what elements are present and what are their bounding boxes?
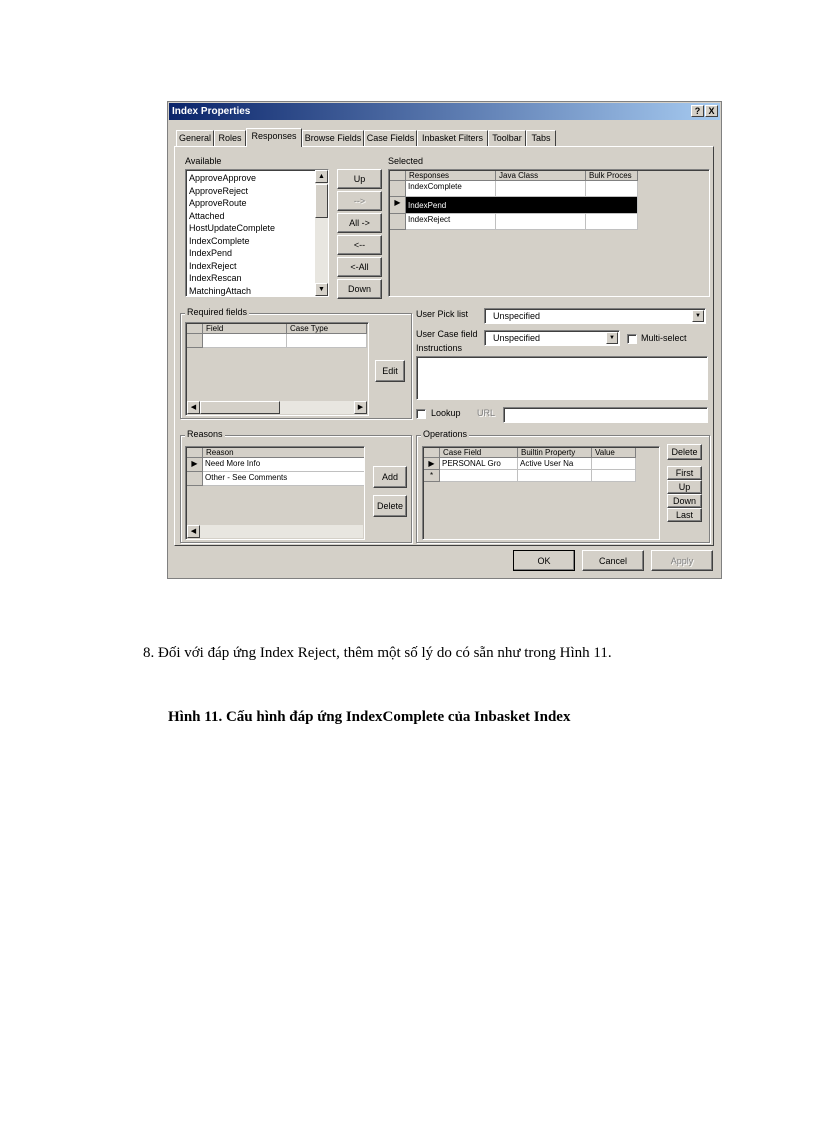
user-case-field-label: User Case field: [416, 329, 478, 339]
available-item[interactable]: ApproveApprove: [189, 173, 257, 183]
responses-tab-panel: [174, 146, 714, 546]
down-button[interactable]: Down: [337, 279, 382, 299]
operation-cell[interactable]: [592, 458, 636, 470]
available-item[interactable]: ApproveReject: [189, 185, 249, 196]
column-header[interactable]: Responses: [406, 171, 496, 181]
reason-cell[interactable]: Other - See Comments: [203, 472, 365, 486]
reason-delete-button[interactable]: Delete: [373, 495, 407, 517]
edit-button[interactable]: Edit: [375, 360, 405, 382]
remove-button[interactable]: <--: [337, 235, 382, 255]
row-selector[interactable]: [390, 214, 406, 230]
column-header[interactable]: Java Class: [496, 171, 586, 181]
available-item[interactable]: IndexComplete: [189, 235, 250, 246]
url-input[interactable]: [503, 407, 708, 423]
grid-corner: [390, 171, 406, 181]
available-item[interactable]: MatchingAttach: [189, 285, 252, 296]
multi-select-label: Multi-select: [641, 333, 687, 343]
available-listbox[interactable]: [185, 169, 329, 297]
grid-cell[interactable]: IndexComplete: [406, 181, 496, 197]
operations-group: [416, 429, 710, 543]
add-all-button[interactable]: All ->: [337, 213, 382, 233]
column-header[interactable]: Reason: [203, 448, 365, 458]
scroll-down-icon[interactable]: ▼: [315, 283, 328, 296]
grid-cell[interactable]: [586, 214, 638, 230]
grid-corner: [187, 324, 203, 334]
column-header[interactable]: Case Type: [287, 324, 367, 334]
grid-cell[interactable]: [586, 181, 638, 197]
instructions-textarea[interactable]: [416, 356, 708, 400]
index-properties-dialog: [167, 101, 722, 579]
cancel-button[interactable]: Cancel: [582, 550, 644, 571]
horizontal-scrollbar[interactable]: [187, 401, 367, 414]
tab-inbasket-filters[interactable]: Inbasket Filters: [417, 130, 488, 146]
grid-cell[interactable]: [287, 334, 367, 348]
instruction-paragraph: 8. Đối với đáp ứng Index Reject, thêm một số lý do có sẵn như trong Hình 11.: [143, 645, 612, 661]
tab-responses[interactable]: Responses: [246, 128, 302, 147]
up-button[interactable]: Up: [337, 169, 382, 189]
lookup-label: Lookup: [431, 408, 461, 418]
grid-cell[interactable]: [496, 181, 586, 197]
tab-general[interactable]: General: [176, 130, 214, 146]
grid-corner: [187, 448, 203, 458]
reason-add-button[interactable]: Add: [373, 466, 407, 488]
dropdown-arrow-icon[interactable]: ▼: [692, 310, 704, 322]
grid-cell-selected[interactable]: IndexPend: [406, 197, 638, 214]
column-header[interactable]: Case Field: [440, 448, 518, 458]
required-fields-grid[interactable]: [185, 322, 369, 416]
tab-tabs[interactable]: Tabs: [526, 130, 556, 146]
required-fields-label: Required fields: [187, 307, 248, 317]
scroll-thumb[interactable]: [200, 401, 280, 414]
user-case-field-value: Unspecified: [493, 333, 541, 343]
available-items: [187, 172, 314, 297]
available-item[interactable]: ApproveRoute: [189, 198, 247, 208]
tab-case-fields[interactable]: Case Fields: [364, 130, 417, 146]
operations-grid[interactable]: [422, 446, 660, 540]
column-header[interactable]: Field: [203, 324, 287, 334]
apply-button[interactable]: Apply: [651, 550, 713, 571]
current-row-arrow-icon: ▶: [390, 197, 406, 214]
remove-all-button[interactable]: <-All: [337, 257, 382, 277]
current-row-arrow-icon: ▶: [187, 458, 203, 472]
available-label: Available: [185, 156, 222, 166]
row-selector[interactable]: [390, 181, 406, 197]
dropdown-arrow-icon[interactable]: ▼: [606, 332, 618, 344]
operations-label: Operations: [423, 429, 468, 439]
grid-cell[interactable]: IndexReject: [406, 214, 496, 230]
instructions-label: Instructions: [416, 343, 463, 353]
row-selector[interactable]: [187, 334, 203, 348]
lookup-checkbox[interactable]: [416, 409, 426, 419]
operation-cell[interactable]: [440, 470, 518, 482]
operation-first-button[interactable]: First: [667, 466, 702, 480]
add-button[interactable]: -->: [337, 191, 382, 211]
available-item[interactable]: IndexRescan: [189, 273, 242, 283]
scroll-left-icon[interactable]: ◀: [187, 401, 200, 414]
operation-cell[interactable]: PERSONAL Gro: [440, 458, 518, 470]
available-item[interactable]: Attached: [189, 210, 225, 221]
selected-label: Selected: [388, 156, 424, 166]
required-fields-group: [180, 307, 412, 419]
operation-last-button[interactable]: Last: [667, 508, 702, 522]
scroll-right-icon[interactable]: ▶: [354, 401, 367, 414]
user-pick-list-label: User Pick list: [416, 309, 469, 319]
dialog-title-bar: [169, 103, 720, 120]
figure-caption: Hình 11. Cấu hình đáp ứng IndexComplete của Inbasket Index: [168, 709, 571, 725]
scroll-up-icon[interactable]: ▲: [315, 170, 328, 183]
tab-toolbar[interactable]: Toolbar: [488, 130, 526, 146]
grid-cell[interactable]: [496, 214, 586, 230]
operation-up-button[interactable]: Up: [667, 480, 702, 494]
url-label: URL: [477, 408, 496, 418]
available-item[interactable]: HostUpdateComplete: [189, 223, 276, 233]
ok-button[interactable]: OK: [513, 550, 575, 571]
grid-corner: [424, 448, 440, 458]
reasons-label: Reasons: [187, 429, 223, 439]
multi-select-checkbox[interactable]: [627, 334, 637, 344]
grid-cell[interactable]: [203, 334, 287, 348]
new-row-marker: *: [424, 470, 440, 482]
scroll-left-icon[interactable]: ◀: [187, 525, 200, 538]
reasons-grid[interactable]: [185, 446, 365, 540]
available-item[interactable]: IndexPend: [189, 248, 233, 258]
user-pick-list-select[interactable]: [484, 308, 706, 324]
help-button[interactable]: ?: [691, 105, 704, 117]
user-pick-list-value: Unspecified: [493, 311, 541, 321]
column-header[interactable]: Bulk Proces: [586, 171, 638, 181]
column-header[interactable]: Value: [592, 448, 636, 458]
reason-cell[interactable]: Need More Info: [203, 458, 365, 472]
available-item[interactable]: IndexReject: [189, 260, 237, 271]
dialog-title: Index Properties: [172, 106, 251, 117]
column-header[interactable]: Builtin Property: [518, 448, 592, 458]
scroll-thumb[interactable]: [315, 184, 328, 218]
current-row-arrow-icon: ▶: [424, 458, 440, 470]
user-case-field-select[interactable]: [484, 330, 620, 346]
tab-roles[interactable]: Roles: [214, 130, 246, 146]
operation-cell[interactable]: [592, 470, 636, 482]
available-scrollbar[interactable]: [315, 170, 328, 296]
close-button[interactable]: X: [705, 105, 718, 117]
row-selector[interactable]: [187, 472, 203, 486]
horizontal-scrollbar[interactable]: [187, 525, 363, 538]
operation-cell[interactable]: Active User Na: [518, 458, 592, 470]
operation-delete-button[interactable]: Delete: [667, 444, 702, 460]
selected-grid[interactable]: [388, 169, 710, 297]
reasons-group: [180, 429, 412, 543]
tab-browse-fields[interactable]: Browse Fields: [302, 130, 364, 146]
operation-down-button[interactable]: Down: [667, 494, 702, 508]
operation-cell[interactable]: [518, 470, 592, 482]
